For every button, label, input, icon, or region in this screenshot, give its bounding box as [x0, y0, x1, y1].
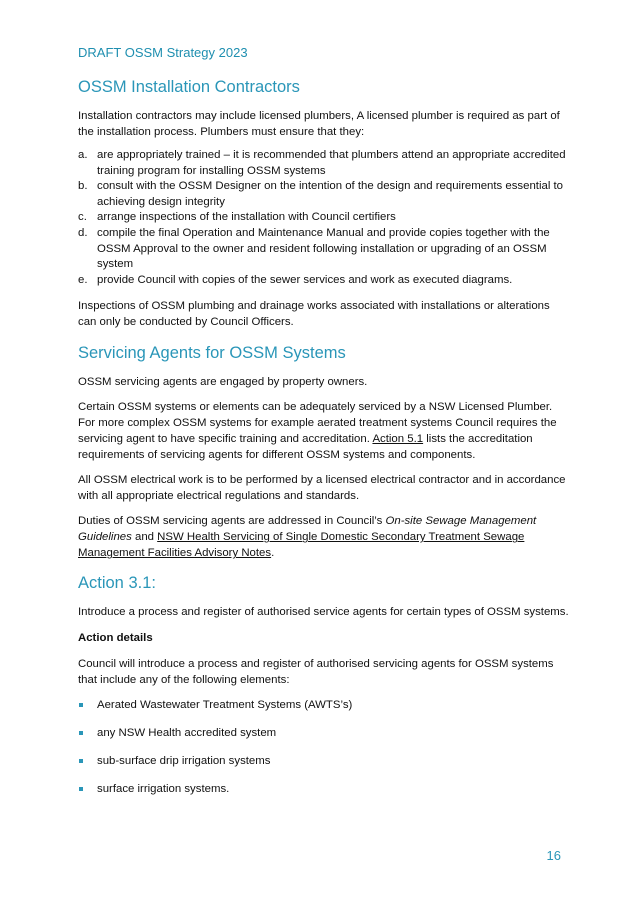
paragraph-inspections: Inspections of OSSM plumbing and drainage works associated with installations or alterations can only be conducted by Council Officers. [78, 300, 550, 329]
elements-bullet-list [78, 697, 570, 797]
text-run: and [131, 531, 158, 544]
heading-installation-contractors: OSSM Installation Contractors [78, 78, 300, 96]
list-text: sub-surface drip irrigation systems [97, 755, 271, 768]
bullet-icon [79, 731, 83, 735]
list-text: surface irrigation systems. [97, 783, 230, 796]
list-item [78, 725, 570, 741]
list-label: b. [78, 180, 88, 193]
bullet-icon [79, 703, 83, 707]
guidelines-title: On-site Sewage Management Guidelines [78, 515, 537, 544]
list-label: e. [78, 273, 88, 286]
list-item [78, 273, 570, 289]
list-text: provide Council with copies of the sewer services and work as executed diagrams. [97, 273, 513, 286]
bullet-icon [79, 787, 83, 791]
heading-action-3-1: Action 3.1: [78, 574, 156, 593]
page-number: 16 [546, 848, 561, 863]
bullet-icon [79, 759, 83, 763]
text-run: lists the accreditation requirements of servicing agents for different OSSM systems and components. [78, 433, 533, 462]
list-text: consult with the OSSM Designer on the intention of the design and requirements essential to achieving design integrity [97, 180, 564, 208]
list-text: are appropriately trained – it is recommended that plumbers attend an appropriate accredited training program for installing OSSM systems [97, 149, 566, 177]
list-item [78, 753, 570, 769]
paragraph-electrical-work: All OSSM electrical work is to be performed by a licensed electrical contractor and in accordance with all appropriate electrical regulations and standards. [78, 474, 566, 503]
document-body [78, 77, 570, 809]
list-item [78, 179, 570, 210]
list-text: arrange inspections of the installation with Council certifiers [97, 211, 396, 224]
list-item [78, 697, 570, 713]
text-run: Duties of OSSM servicing agents are addressed in Council’s [78, 515, 386, 528]
paragraph-action-intro: Introduce a process and register of authorised service agents for certain types of OSSM systems. [78, 606, 569, 619]
paragraph-duties [78, 513, 570, 561]
list-label: c. [78, 211, 87, 224]
list-label: d. [78, 226, 88, 239]
list-item [78, 781, 570, 797]
list-text: Aerated Wastewater Treatment Systems (AWTS’s) [97, 699, 353, 712]
list-text: compile the final Operation and Maintenance Manual and provide copies together with the OSSM Approval to the owner and resident following installation or upgrading of an OSSM system [97, 226, 550, 271]
nsw-health-advisory-notes-link[interactable]: NSW Health Servicing of Single Domestic Secondary Treatment Sewage Management Facilities Advisory Notes [78, 531, 525, 560]
running-header: DRAFT OSSM Strategy 2023 [78, 45, 248, 60]
paragraph-certain-systems [78, 399, 570, 463]
heading-servicing-agents: Servicing Agents for OSSM Systems [78, 344, 346, 363]
installation-requirements-list [78, 148, 570, 288]
list-item [78, 148, 570, 179]
text-run: . [271, 547, 275, 560]
paragraph-installation-intro: Installation contractors may include licensed plumbers, A licensed plumber is required as part of the installation process. Plumbers must ensure that they: [78, 110, 560, 138]
list-text: any NSW Health accredited system [97, 727, 277, 740]
heading-action-details: Action details [78, 632, 153, 645]
paragraph-agents-engaged: OSSM servicing agents are engaged by property owners. [78, 376, 368, 389]
action-5-1-link[interactable]: Action 5.1 [372, 433, 424, 446]
list-item [78, 210, 570, 226]
list-label: a. [78, 149, 88, 161]
list-item [78, 226, 570, 273]
text-run: Certain OSSM systems or elements can be adequately serviced by a NSW Licensed Plumber. For more complex OSSM systems for example aerated treatment systems Council requires the servicing agent to have specific training and accreditation. [78, 401, 557, 446]
paragraph-action-details: Council will introduce a process and register of authorised servicing agents for OSSM systems that include any of the following elements: [78, 658, 554, 687]
